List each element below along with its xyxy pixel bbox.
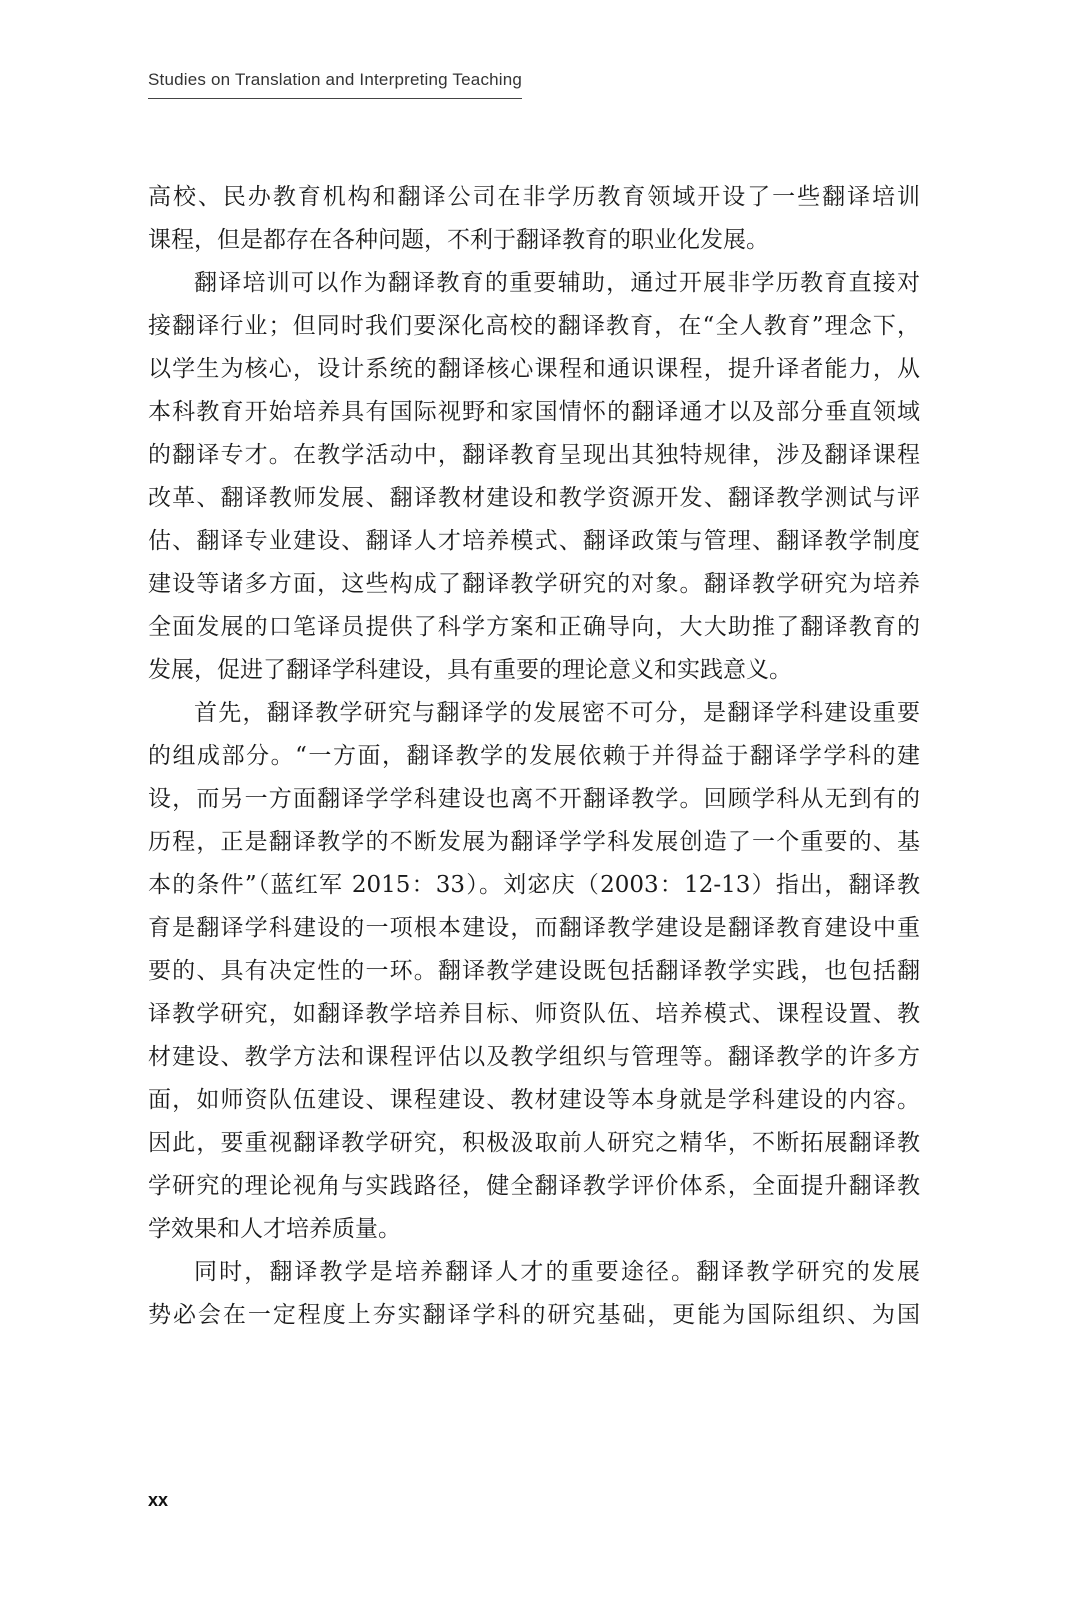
text-line: 本的条件”（蓝红军 2015：33）。刘宓庆（2003：12-13）指出，翻译教 (148, 872, 920, 898)
page-number: xx (148, 1490, 169, 1510)
text-line: 译教学研究，如翻译教学培养目标、师资队伍、培养模式、课程设置、教 (148, 1001, 920, 1027)
text-line: 高校、民办教育机构和翻译公司在非学历教育领域开设了一些翻译培训 (148, 184, 920, 210)
text-line: 本科教育开始培养具有国际视野和家国情怀的翻译通才以及部分垂直领域 (148, 399, 920, 425)
text-line: 改革、翻译教师发展、翻译教材建设和教学资源开发、翻译教学测试与评 (148, 485, 920, 511)
text-line: 育是翻译学科建设的一项根本建设，而翻译教学建设是翻译教育建设中重 (148, 915, 920, 941)
text-line: 全面发展的口笔译员提供了科学方案和正确导向，大大助推了翻译教育的 (148, 614, 920, 640)
text-line: 材建设、教学方法和课程评估以及教学组织与管理等。翻译教学的许多方 (148, 1044, 920, 1070)
text-line: 面，如师资队伍建设、课程建设、教材建设等本身就是学科建设的内容。 (148, 1087, 920, 1113)
text-line: 学效果和人才培养质量。 (148, 1216, 401, 1242)
running-header-title: Studies on Translation and Interpreting Teaching (148, 70, 522, 99)
paragraph-first-line: 同时，翻译教学是培养翻译人才的重要途径。翻译教学研究的发展 (194, 1259, 920, 1285)
text-line: 因此，要重视翻译教学研究，积极汲取前人研究之精华，不断拓展翻译教 (148, 1130, 920, 1156)
text-line: 发展，促进了翻译学科建设，具有重要的理论意义和实践意义。 (148, 657, 792, 683)
text-line: 估、翻译专业建设、翻译人才培养模式、翻译政策与管理、翻译教学制度 (148, 528, 920, 554)
text-line: 接翻译行业；但同时我们要深化高校的翻译教育，在“全人教育”理念下， (148, 313, 920, 339)
body-text (148, 176, 920, 1337)
text-line: 学研究的理论视角与实践路径，健全翻译教学评价体系，全面提升翻译教 (148, 1173, 920, 1199)
paragraph-first-line: 首先，翻译教学研究与翻译学的发展密不可分，是翻译学科建设重要 (194, 700, 920, 726)
text-line: 势必会在一定程度上夯实翻译学科的研究基础，更能为国际组织、为国 (148, 1302, 920, 1328)
text-line: 的组成部分。“一方面，翻译教学的发展依赖于并得益于翻译学学科的建 (148, 743, 920, 769)
text-line: 要的、具有决定性的一环。翻译教学建设既包括翻译教学实践，也包括翻 (148, 958, 920, 984)
text-line: 课程，但是都存在各种问题，不利于翻译教育的职业化发展。 (148, 227, 769, 253)
paragraph-first-line: 翻译培训可以作为翻译教育的重要辅助，通过开展非学历教育直接对 (194, 270, 920, 296)
text-line: 设，而另一方面翻译学学科建设也离不开翻译教学。回顾学科从无到有的 (148, 786, 920, 812)
text-line: 以学生为核心，设计系统的翻译核心课程和通识课程，提升译者能力，从 (148, 356, 920, 382)
text-line: 建设等诸多方面，这些构成了翻译教学研究的对象。翻译教学研究为培养 (148, 571, 920, 597)
text-line: 历程，正是翻译教学的不断发展为翻译学学科发展创造了一个重要的、基 (148, 829, 920, 855)
text-line: 的翻译专才。在教学活动中，翻译教育呈现出其独特规律，涉及翻译课程 (148, 442, 920, 468)
